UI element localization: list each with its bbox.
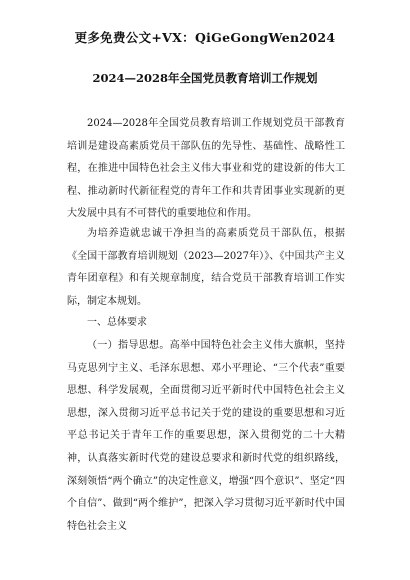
section-heading: 一、总体要求 [87,317,147,328]
body-paragraph-basis: 为培养造就忠诚干净担当的高素质党员干部队伍，根据《全国干部教育培训规划（2023—2027年）》、《中国共产主义青年团章程》和有关规章制度，结合党员干部教育培训工作实际，制定本规划。 [67,228,345,307]
promo-header: 更多免费公文+VX：QiGeGongWen2024 [74,30,336,45]
document-title: 2024—2028年全国党员教育培训工作规划 [92,71,318,85]
body-paragraph-guiding-thought: （一）指导思想。高举中国特色社会主义伟大旗帜，坚持马克思列宁主义、毛泽东思想、邓小平理论、“三个代表”重要思想、科学发展观，全面贯彻习近平新时代中国特色社会主义思想，深入贯彻习近平总书记关于党的建设的重要思想和习近平总书记关于青年工作的重要思想，深入贯彻党的二十大精神，认真落实新时代党的建设总要求和新时代党的组织路线，深刻领悟“两个确立”的决定性意义，增强“四个意识”、坚定“四个自信”、做到“两个维护”，把深入学习贯彻习近平新时代中国特色社会主义 [67,340,345,532]
body-paragraph-intro: 2024—2028年全国党员教育培训工作规划党员干部教育培训是建设高素质党员干部队伍的先导性、基础性、战略性工程，在推进中国特色社会主义伟大事业和党的建设新的伟大工程、推动新时代新征程党的青年工作和共青团事业实现新的更大发展中具有不可替代的重要地位和作用。 [67,118,345,220]
